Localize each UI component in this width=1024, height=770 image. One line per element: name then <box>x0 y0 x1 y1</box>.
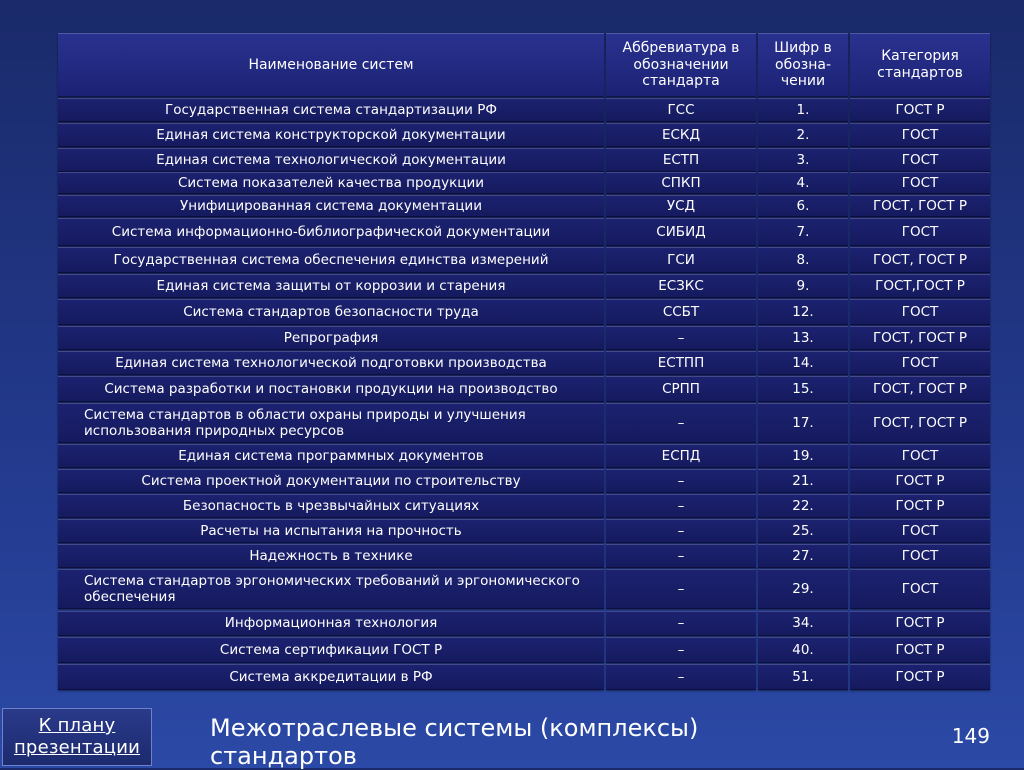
cell-abbr-text: ГСИ <box>667 251 695 268</box>
cell-name <box>58 274 604 298</box>
header-category-column <box>850 33 990 97</box>
cell-cat-text: ГОСТ <box>901 547 939 564</box>
cell-cat <box>850 98 990 122</box>
cell-cat <box>850 544 990 568</box>
cell-code-text: 6. <box>796 197 810 214</box>
cell-cat <box>850 569 990 609</box>
cell-code-text: 29. <box>792 580 814 597</box>
cell-cat-text: ГОСТ, ГОСТ Р <box>872 380 968 397</box>
cell-code <box>758 98 848 122</box>
cell-cat <box>850 403 990 443</box>
cell-name-text: Надежность в технике <box>249 547 413 564</box>
cell-name-text: Система аккредитации в РФ <box>229 668 433 685</box>
cell-code <box>758 299 848 325</box>
cell-cat <box>850 376 990 402</box>
cell-name <box>58 299 604 325</box>
cell-name <box>58 544 604 568</box>
cell-code <box>758 519 848 543</box>
slide-title: Межотраслевые системы (комплексы) стандартов <box>210 714 699 770</box>
cell-cat <box>850 326 990 350</box>
cell-name-text: Государственная система обеспечения единства измерений <box>113 251 549 268</box>
cell-code-text: 7. <box>796 223 810 240</box>
cell-cat <box>850 494 990 518</box>
cell-code-text: 51. <box>792 668 814 685</box>
cell-code <box>758 326 848 350</box>
cell-code <box>758 351 848 375</box>
cell-cat-text: ГОСТ <box>901 447 939 464</box>
cell-abbr-text: ЕСТПП <box>657 354 705 371</box>
cell-code-text: 34. <box>792 615 814 632</box>
cell-cat-text: ГОСТ, ГОСТ Р <box>872 197 968 214</box>
cell-code <box>758 569 848 609</box>
cell-abbr <box>606 123 756 147</box>
cell-abbr-text: – <box>677 547 685 564</box>
cell-abbr <box>606 569 756 609</box>
cell-cat <box>850 444 990 468</box>
cell-abbr <box>606 544 756 568</box>
cell-code-text: 8. <box>796 251 810 268</box>
cell-name-text: Информационная технология <box>224 615 438 632</box>
header-code-label: Шифр в обозна-чении <box>774 39 832 90</box>
cell-cat-text: ГОСТ Р <box>895 497 945 514</box>
cell-code <box>758 444 848 468</box>
cell-abbr-text: ГСС <box>667 101 695 118</box>
cell-abbr-text: СПКП <box>661 174 701 191</box>
cell-code <box>758 403 848 443</box>
cell-abbr-text: – <box>677 641 685 658</box>
cell-code <box>758 274 848 298</box>
cell-abbr <box>606 444 756 468</box>
header-name-label: Наименование систем <box>248 56 414 73</box>
cell-abbr-text: – <box>677 580 685 597</box>
cell-name <box>58 172 604 194</box>
cell-name-text: Система информационно-библиографической документации <box>111 223 551 240</box>
cell-code-text: 12. <box>792 303 814 320</box>
cell-abbr <box>606 98 756 122</box>
cell-name-text: Единая система конструкторской документации <box>156 126 506 143</box>
cell-name <box>58 569 604 609</box>
cell-cat-text: ГОСТ <box>901 126 939 143</box>
cell-cat-text: ГОСТ Р <box>895 668 945 685</box>
page-number: 149 <box>951 724 990 748</box>
cell-abbr <box>606 611 756 636</box>
cell-name <box>58 519 604 543</box>
cell-code <box>758 376 848 402</box>
cell-cat-text: ГОСТ Р <box>895 641 945 658</box>
cell-cat <box>850 172 990 194</box>
cell-cat-text: ГОСТ <box>901 522 939 539</box>
cell-code <box>758 637 848 663</box>
cell-name <box>58 376 604 402</box>
cell-abbr-text: УСД <box>666 197 696 214</box>
cell-abbr-text: ЕСЗКС <box>658 277 704 294</box>
cell-name <box>58 247 604 273</box>
cell-cat-text: ГОСТ, ГОСТ Р <box>872 414 968 431</box>
cell-abbr-text: – <box>677 668 685 685</box>
cell-abbr <box>606 469 756 493</box>
cell-abbr <box>606 637 756 663</box>
cell-name-text: Единая система технологической подготовки производства <box>115 354 547 371</box>
back-to-plan-link[interactable] <box>2 708 152 766</box>
cell-cat <box>850 351 990 375</box>
cell-abbr-text: – <box>677 522 685 539</box>
cell-abbr-text: – <box>677 414 685 431</box>
cell-cat-text: ГОСТ Р <box>895 101 945 118</box>
cell-name-text: Система проектной документации по строительству <box>141 472 521 489</box>
cell-code <box>758 123 848 147</box>
cell-cat <box>850 299 990 325</box>
cell-name-text: Унифицированная система документации <box>180 197 482 214</box>
cell-cat-text: ГОСТ <box>901 223 939 240</box>
cell-name <box>58 469 604 493</box>
cell-abbr <box>606 376 756 402</box>
cell-name-text: Единая система защиты от коррозии и старения <box>156 277 506 294</box>
cell-cat-text: ГОСТ, ГОСТ Р <box>872 329 968 346</box>
cell-name <box>58 444 604 468</box>
cell-abbr <box>606 299 756 325</box>
cell-cat-text: ГОСТ,ГОСТ Р <box>875 277 965 294</box>
cell-name-text: Система показателей качества продукции <box>177 174 485 191</box>
cell-code <box>758 469 848 493</box>
cell-cat-text: ГОСТ, ГОСТ Р <box>872 251 968 268</box>
cell-code-text: 25. <box>792 522 814 539</box>
cell-abbr <box>606 274 756 298</box>
cell-name-text: Система стандартов эргономических требований и эргономического обеспечения <box>84 572 580 605</box>
cell-code <box>758 148 848 172</box>
cell-name <box>58 218 604 246</box>
cell-code-text: 27. <box>792 547 814 564</box>
cell-name <box>58 98 604 122</box>
cell-name-text: Расчеты на испытания на прочность <box>200 522 462 539</box>
cell-cat <box>850 664 990 690</box>
cell-name <box>58 123 604 147</box>
cell-abbr <box>606 172 756 194</box>
cell-name <box>58 195 604 217</box>
cell-name <box>58 494 604 518</box>
cell-cat-text: ГОСТ <box>901 580 939 597</box>
cell-cat <box>850 469 990 493</box>
cell-abbr <box>606 218 756 246</box>
cell-abbr-text: СИБИД <box>656 223 706 240</box>
cell-name-text: Безопасность в чрезвычайных ситуациях <box>182 497 480 514</box>
cell-name <box>58 148 604 172</box>
cell-cat-text: ГОСТ <box>901 151 939 168</box>
cell-code-text: 13. <box>792 329 814 346</box>
cell-name <box>58 664 604 690</box>
cell-name-text: Система сертификации ГОСТ Р <box>219 641 443 658</box>
cell-cat <box>850 218 990 246</box>
cell-name-text: Система стандартов безопасности труда <box>183 303 479 320</box>
cell-code-text: 17. <box>792 414 814 431</box>
cell-abbr <box>606 664 756 690</box>
cell-code <box>758 611 848 636</box>
cell-cat <box>850 519 990 543</box>
cell-name-text: Система разработки и постановки продукции на производство <box>104 380 558 397</box>
cell-code-text: 19. <box>792 447 814 464</box>
header-code-column <box>758 33 848 97</box>
cell-cat <box>850 637 990 663</box>
cell-abbr <box>606 148 756 172</box>
cell-name <box>58 351 604 375</box>
cell-name-text: Единая система программных документов <box>178 447 484 464</box>
back-link-line2: презентации <box>13 737 141 758</box>
cell-abbr-text: – <box>677 615 685 632</box>
cell-code-text: 3. <box>796 151 810 168</box>
cell-name-text: Система стандартов в области охраны природы и улучшения использования природных ресурсов <box>84 406 526 439</box>
cell-cat <box>850 123 990 147</box>
cell-code <box>758 218 848 246</box>
cell-code-text: 2. <box>796 126 810 143</box>
cell-abbr-text: СРПП <box>662 380 700 397</box>
cell-abbr <box>606 403 756 443</box>
cell-code <box>758 247 848 273</box>
cell-code <box>758 494 848 518</box>
cell-cat <box>850 247 990 273</box>
cell-code-text: 14. <box>792 354 814 371</box>
cell-cat <box>850 195 990 217</box>
cell-cat-text: ГОСТ <box>901 303 939 320</box>
cell-code-text: 9. <box>796 277 810 294</box>
cell-cat <box>850 148 990 172</box>
cell-code-text: 4. <box>796 174 810 191</box>
cell-cat-text: ГОСТ Р <box>895 472 945 489</box>
cell-name <box>58 403 604 443</box>
cell-cat-text: ГОСТ <box>901 174 939 191</box>
cell-abbr-text: – <box>677 329 685 346</box>
cell-code <box>758 544 848 568</box>
cell-abbr-text: ЕСПД <box>661 447 701 464</box>
cell-name-text: Репрография <box>283 329 379 346</box>
cell-code-text: 21. <box>792 472 814 489</box>
cell-abbr <box>606 351 756 375</box>
header-category-label: Категория стандартов <box>877 48 963 81</box>
cell-abbr-text: – <box>677 497 685 514</box>
cell-cat-text: ГОСТ Р <box>895 615 945 632</box>
cell-abbr-text: ЕСТП <box>662 151 700 168</box>
cell-abbr <box>606 326 756 350</box>
cell-name <box>58 637 604 663</box>
cell-code-text: 15. <box>792 380 814 397</box>
cell-name-text: Государственная система стандартизации РФ <box>165 101 497 118</box>
cell-cat <box>850 274 990 298</box>
cell-name <box>58 611 604 636</box>
cell-abbr-text: ССБТ <box>662 303 700 320</box>
cell-abbr <box>606 195 756 217</box>
cell-abbr <box>606 247 756 273</box>
cell-cat <box>850 611 990 636</box>
cell-abbr <box>606 519 756 543</box>
cell-abbr <box>606 494 756 518</box>
cell-name-text: Единая система технологической документации <box>156 151 506 168</box>
cell-abbr-text: ЕСКД <box>661 126 701 143</box>
cell-code-text: 1. <box>796 101 810 118</box>
header-abbr-column <box>606 33 756 97</box>
cell-name <box>58 326 604 350</box>
cell-code-text: 22. <box>792 497 814 514</box>
header-abbr-label: Аббревиатура в обозначении стандарта <box>622 39 740 90</box>
cell-code <box>758 172 848 194</box>
header-name-column <box>58 33 604 97</box>
cell-code-text: 40. <box>792 641 814 658</box>
cell-abbr-text: – <box>677 472 685 489</box>
cell-code <box>758 664 848 690</box>
cell-cat-text: ГОСТ <box>901 354 939 371</box>
cell-code <box>758 195 848 217</box>
back-link-line1: К плану <box>38 715 116 736</box>
